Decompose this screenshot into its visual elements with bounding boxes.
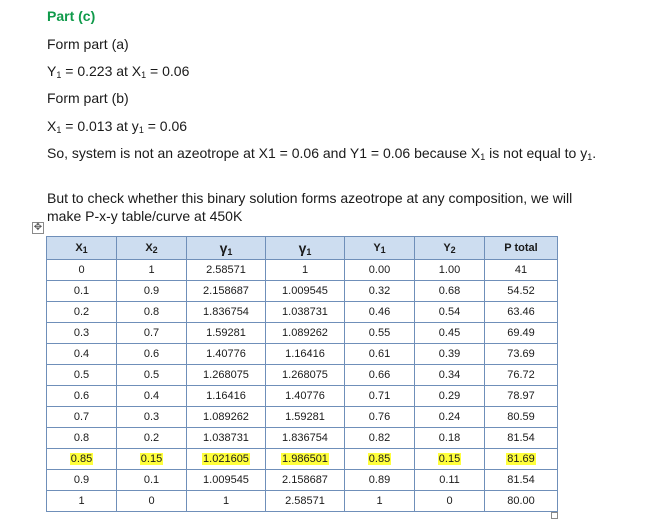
cell-value: 2.58571	[285, 495, 325, 507]
table-cell	[415, 407, 485, 428]
table-cell	[187, 491, 266, 512]
table-cell	[47, 386, 117, 407]
table-cell	[117, 470, 187, 491]
table-row	[47, 302, 558, 323]
table-cell	[345, 407, 415, 428]
table-header-cell	[266, 237, 345, 260]
cell-value: 63.46	[507, 306, 535, 318]
cell-value: 80.00	[507, 495, 535, 507]
conclusion-text-2: is not equal to y	[485, 145, 588, 161]
table-cell	[415, 470, 485, 491]
table-cell	[415, 449, 485, 470]
conclusion-text-3: .	[592, 145, 597, 161]
part-a-sub-1: 1	[56, 70, 62, 80]
header-subscript: 2	[450, 245, 456, 255]
cell-value: 1.40776	[285, 390, 325, 402]
cell-value: 0.18	[438, 432, 461, 444]
table-cell	[117, 281, 187, 302]
cell-value: 0.5	[143, 369, 160, 381]
cell-value: 0.3	[73, 327, 90, 339]
table-cell	[47, 281, 117, 302]
table-header-cell	[187, 237, 266, 260]
table-cell	[415, 281, 485, 302]
cell-value: 0.55	[368, 327, 391, 339]
cell-value: 0.15	[438, 453, 461, 465]
table-row	[47, 365, 558, 386]
conclusion-sub-2: 1	[587, 152, 593, 162]
table-cell	[266, 365, 345, 386]
table-cell	[485, 386, 558, 407]
table-cell	[117, 260, 187, 281]
table-row-highlighted	[47, 449, 558, 470]
conclusion-text-1: So, system is not an azeotrope at X1 = 0.06 and Y1 = 0.06 because X	[47, 145, 481, 161]
header-symbol: γ	[298, 240, 307, 256]
table-cell	[117, 449, 187, 470]
cell-value: 0	[78, 264, 85, 276]
table-cell	[266, 428, 345, 449]
table-cell	[485, 365, 558, 386]
table-cell	[485, 470, 558, 491]
table-cell	[415, 260, 485, 281]
cell-value: 0.6	[73, 390, 90, 402]
cell-value: 1.836754	[203, 306, 249, 318]
table-cell	[345, 491, 415, 512]
table-cell	[187, 470, 266, 491]
table-row	[47, 491, 558, 512]
section-heading: Part (c)	[47, 8, 96, 24]
table-cell	[117, 302, 187, 323]
cell-value: 81.54	[507, 432, 535, 444]
cell-value: 0.4	[143, 390, 160, 402]
cell-value: 1.59281	[206, 327, 246, 339]
table-cell	[485, 407, 558, 428]
cell-value: 1	[222, 495, 230, 507]
pxy-table	[46, 236, 558, 512]
table-cell	[47, 365, 117, 386]
cell-value: 0.9	[73, 474, 90, 486]
cell-value: 1.038731	[203, 432, 249, 444]
cell-value: 1.268075	[203, 369, 249, 381]
cell-value: 0.82	[368, 432, 391, 444]
cell-value: 1	[301, 264, 309, 276]
part-a-text-2: = 0.223 at X	[61, 63, 142, 79]
cell-value: 1	[148, 264, 155, 276]
part-b-label: Form part (b)	[47, 90, 129, 106]
cell-value: 0.2	[73, 306, 90, 318]
table-cell	[485, 491, 558, 512]
table-row	[47, 428, 558, 449]
table-cell	[187, 260, 266, 281]
cell-value: 0.7	[143, 327, 160, 339]
cell-value: 0.29	[438, 390, 461, 402]
cell-value: 0	[446, 495, 453, 507]
header-symbol: X	[145, 242, 153, 254]
table-cell	[117, 428, 187, 449]
table-cell	[345, 386, 415, 407]
cell-value: 1.986501	[282, 453, 328, 465]
table-row	[47, 470, 558, 491]
cell-value: 1.268075	[282, 369, 328, 381]
header-subscript: 1	[82, 245, 88, 255]
conclusion-paragraph	[47, 144, 607, 162]
cell-value: 0.68	[438, 285, 461, 297]
cell-value: 0.5	[73, 369, 90, 381]
table-cell	[47, 428, 117, 449]
table-cell	[266, 260, 345, 281]
part-a-label: Form part (a)	[47, 36, 129, 52]
table-cell	[485, 428, 558, 449]
table-cell	[117, 365, 187, 386]
table-cell	[345, 260, 415, 281]
cell-value: 0.54	[438, 306, 461, 318]
part-b-sub-2: 1	[138, 125, 144, 135]
cell-value: 0.9	[143, 285, 160, 297]
cell-value: 78.97	[507, 390, 535, 402]
table-move-handle-icon[interactable]: ✥	[33, 222, 43, 233]
cell-value: 1.009545	[203, 474, 249, 486]
cell-value: 81.69	[507, 453, 535, 465]
table-cell	[47, 344, 117, 365]
cell-value: 0.34	[438, 369, 461, 381]
table-cell	[266, 470, 345, 491]
table-cell	[117, 386, 187, 407]
cell-value: 2.158687	[203, 285, 249, 297]
cell-value: 0.45	[438, 327, 461, 339]
part-a-text-3: = 0.06	[146, 63, 190, 79]
cell-value: 1.59281	[285, 411, 325, 423]
cell-value: 0.4	[73, 348, 90, 360]
cell-value: 0.85	[70, 453, 93, 465]
cell-value: 2.58571	[206, 264, 246, 276]
table-resize-handle[interactable]	[551, 512, 558, 519]
table-cell	[485, 344, 558, 365]
table-cell	[266, 323, 345, 344]
cell-value: 0.89	[368, 474, 391, 486]
cell-value: 0.1	[143, 474, 160, 486]
cell-value: 1.009545	[282, 285, 328, 297]
cell-value: 1	[376, 495, 383, 507]
header-subscript: 1	[306, 247, 312, 257]
table-cell	[415, 344, 485, 365]
table-cell	[345, 323, 415, 344]
table-row	[47, 386, 558, 407]
table-cell	[266, 407, 345, 428]
cell-value: 73.69	[507, 348, 535, 360]
part-a-sub-2: 1	[141, 70, 147, 80]
table-cell	[266, 302, 345, 323]
intro-paragraph: But to check whether this binary solution forms azeotrope at any composition, we will make P-x-y table/curve at 450K	[47, 190, 573, 224]
table-row	[47, 344, 558, 365]
table-cell	[415, 428, 485, 449]
table-cell	[187, 323, 266, 344]
table-cell	[266, 281, 345, 302]
cell-value: 0.6	[143, 348, 160, 360]
cell-value: 1.089262	[203, 411, 249, 423]
cell-value: 81.54	[507, 474, 535, 486]
table-cell	[485, 302, 558, 323]
cell-value: 0.00	[368, 264, 391, 276]
table-header-cell	[117, 237, 187, 260]
cell-value: 1.038731	[282, 306, 328, 318]
part-b-result	[47, 117, 187, 135]
cell-value: 0.32	[368, 285, 391, 297]
table-cell	[415, 386, 485, 407]
table-header-cell	[415, 237, 485, 260]
table-cell	[117, 491, 187, 512]
cell-value: 0.24	[438, 411, 461, 423]
table-cell	[187, 428, 266, 449]
table-row	[47, 281, 558, 302]
table-cell	[345, 470, 415, 491]
cell-value: 0	[148, 495, 155, 507]
table-cell	[415, 323, 485, 344]
table-cell	[117, 323, 187, 344]
cell-value: 0.11	[439, 474, 460, 486]
header-symbol: P total	[504, 242, 538, 254]
cell-value: 0.7	[73, 411, 90, 423]
table-header-cell	[47, 237, 117, 260]
table-row	[47, 323, 558, 344]
header-symbol: γ	[219, 240, 228, 256]
table-cell	[117, 407, 187, 428]
cell-value: 76.72	[507, 369, 535, 381]
table-cell	[47, 449, 117, 470]
table-cell	[345, 428, 415, 449]
table-cell	[47, 407, 117, 428]
table-cell	[47, 260, 117, 281]
table-row	[47, 260, 558, 281]
cell-value: 1.16416	[206, 390, 246, 402]
table-cell	[47, 323, 117, 344]
table-cell	[266, 449, 345, 470]
table-cell	[345, 449, 415, 470]
table-cell	[117, 344, 187, 365]
cell-value: 2.158687	[282, 474, 328, 486]
cell-value: 1.089262	[282, 327, 328, 339]
cell-value: 80.59	[507, 411, 535, 423]
table-cell	[485, 449, 558, 470]
table-cell	[415, 365, 485, 386]
part-b-text-2: = 0.013 at y	[61, 118, 139, 134]
table-cell	[345, 344, 415, 365]
conclusion-sub-1: 1	[480, 152, 486, 162]
cell-value: 0.46	[368, 306, 391, 318]
table-cell	[187, 281, 266, 302]
part-a-text-1: Y	[47, 63, 57, 79]
table-cell	[485, 323, 558, 344]
part-a-result	[47, 62, 189, 80]
cell-value: 0.15	[140, 453, 163, 465]
cell-value: 0.61	[368, 348, 391, 360]
cell-value: 41	[514, 264, 528, 276]
cell-value: 69.49	[507, 327, 535, 339]
cell-value: 0.2	[143, 432, 160, 444]
cell-value: 1.021605	[203, 453, 249, 465]
table-body	[47, 260, 558, 512]
cell-value: 0.8	[143, 306, 160, 318]
table-header-cell	[345, 237, 415, 260]
header-subscript: 1	[380, 245, 386, 255]
table-cell	[485, 260, 558, 281]
cell-value: 0.8	[73, 432, 90, 444]
header-symbol: X	[75, 242, 83, 254]
cell-value: 0.3	[143, 411, 160, 423]
cell-value: 1.40776	[206, 348, 246, 360]
table-cell	[187, 344, 266, 365]
table-cell	[485, 281, 558, 302]
table-header-cell	[485, 237, 558, 260]
part-b-text-3: = 0.06	[143, 118, 188, 134]
cell-value: 1.16416	[285, 348, 325, 360]
table-cell	[187, 386, 266, 407]
table-cell	[187, 449, 266, 470]
cell-value: 0.1	[73, 285, 90, 297]
part-b-text-1: X	[47, 118, 57, 134]
header-symbol: Y	[443, 242, 451, 254]
table-cell	[266, 491, 345, 512]
table-cell	[415, 491, 485, 512]
table-cell	[345, 365, 415, 386]
table-cell	[345, 302, 415, 323]
table-cell	[187, 407, 266, 428]
table-cell	[187, 365, 266, 386]
cell-value: 0.39	[438, 348, 461, 360]
table-cell	[47, 302, 117, 323]
cell-value: 1.00	[438, 264, 461, 276]
cell-value: 0.76	[368, 411, 391, 423]
table-cell	[47, 470, 117, 491]
header-subscript: 2	[152, 245, 158, 255]
header-symbol: Y	[373, 242, 381, 254]
cell-value: 0.85	[368, 453, 391, 465]
cell-value: 0.66	[368, 369, 391, 381]
table-cell	[187, 302, 266, 323]
table-cell	[345, 281, 415, 302]
cell-value: 54.52	[507, 285, 535, 297]
cell-value: 0.71	[368, 390, 391, 402]
table-cell	[415, 302, 485, 323]
table-header-row	[47, 237, 558, 260]
table-row	[47, 407, 558, 428]
cell-value: 1.836754	[282, 432, 328, 444]
table-cell	[266, 386, 345, 407]
part-b-sub-1: 1	[56, 125, 62, 135]
table-cell	[47, 491, 117, 512]
header-subscript: 1	[227, 247, 233, 257]
table-cell	[266, 344, 345, 365]
cell-value: 1	[78, 495, 85, 507]
